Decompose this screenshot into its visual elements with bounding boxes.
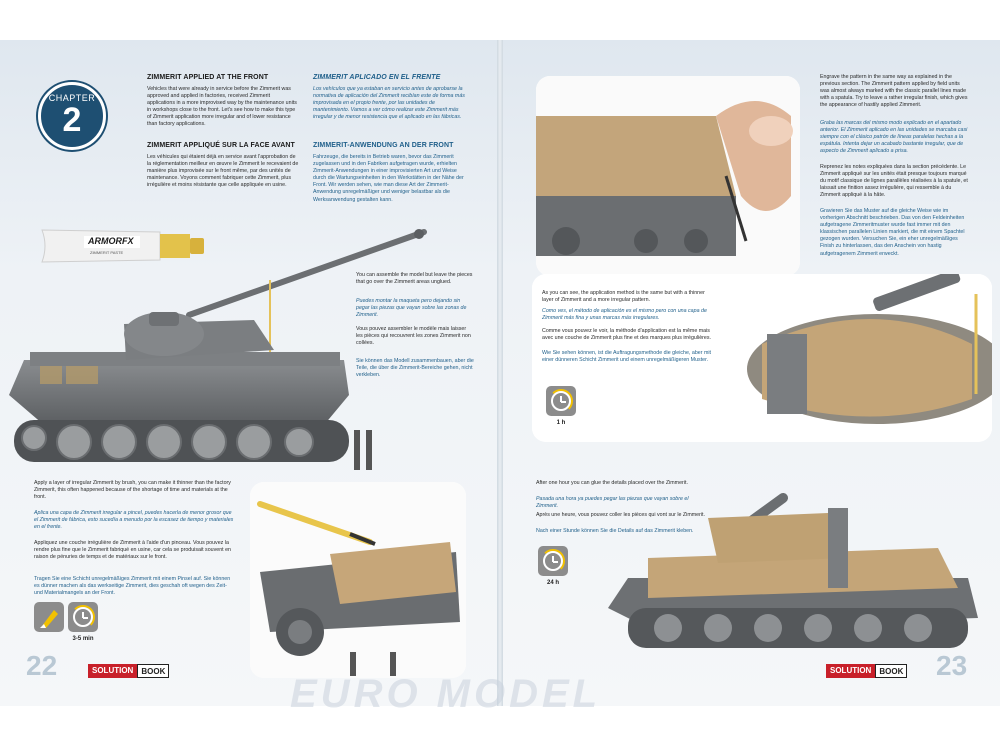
text1-fr: Reprenez les notes expliquées dans la section précédente. Le Zimmerit appliqué sur les unités était presque toujours marqué du motif classique de lignes parallèles réalisées à la spatule, et laissait une finition assez irrégulière, qui ressemble à du Zimmerit appliqué à la hâte. — [820, 164, 968, 199]
text1-es: Graba las marcas del mismo modo explicado en el apartado anterior. El Zimmerit aplicado en las unidades se marcaba casi siempre con el clásico patrón de líneas paralelas hechas a la espátula. Intenta dejar un acabado bastante irregular, que de aspecto de Zimmerit aplicado a prisa. — [820, 120, 968, 155]
engraving-photo — [536, 76, 800, 276]
heading-en: ZIMMERIT APPLIED AT THE FRONT — [147, 74, 269, 81]
caption2-fr: Appliquez une couche irrégulière de Zimmerit à l'aide d'un pinceau. Vous pouvez la rendre plus fine que le Zimmerit fabriqué en usine, car cela se produisait souvent en raison de pénuries de temps et de matériaux sur le front. — [34, 540, 231, 561]
caption4-de: Nach einer Stunde können Sie die Details auf das Zimmerit kleben. — [536, 528, 694, 534]
caption1-de: Sie können das Modell zusammenbauen, aber die Teile, die über die Zimmerit-Bereiche gehen, nicht verkleben. — [356, 358, 474, 379]
tube-brand: ARMORFX — [88, 236, 134, 246]
text1-de: Gravieren Sie das Muster auf die gleiche Weise wie im vorherigen Abschnitt beschrieben. Das von den Feldeinheiten aufgetragene Zimmeritmuster wurde fast immer mit den klassischen parallelen Linien markiert, die mit einem Spachtel gezogen wurden. Versuchen Sie, ein eher unregelmäßiges Finish zu hinterlassen, das den Anschein von hastig aufgetragenem Zimmerit erweckt. — [820, 208, 965, 257]
caption1-en: You can assemble the model but leave the pieces that go over the Zimmerit areas unglued. — [356, 272, 473, 286]
page-number-right: 23 — [936, 650, 968, 681]
page-number-left: 22 — [26, 650, 58, 681]
chapter-label: CHAPTER — [48, 93, 96, 103]
caption1-es: Puedes montar la maqueta pero dejando sin pegar las piezas que vayan sobre las zonas de Zimmerit. — [356, 298, 467, 319]
heading-de: ZIMMERIT-ANWENDUNG AN DER FRONT — [313, 142, 454, 149]
logo-solution: SOLUTION — [826, 664, 875, 678]
text1-en: Engrave the pattern in the same way as explained in the previous section. The Zimmerit pattern applied by field units was almost always marked with the classic parallel lines made with a spatula. Try to leave a rather irregular finish, which gives the appearance of hastily applied Zimmerit. — [820, 74, 968, 109]
tube-subtitle: ZIMMERIT PASTE — [90, 250, 124, 255]
caption3-es: Como ves, el método de aplicación es el mismo pero con una capa de Zimmerit más fina y unas marcas más irregulares. — [542, 308, 707, 322]
brush-icon — [34, 602, 64, 632]
watermark: EURO MODEL — [290, 672, 602, 716]
solution-book-logo-right — [826, 664, 907, 678]
clock-icon — [68, 602, 98, 632]
time-label-3-5min: 3-5 min — [72, 636, 94, 642]
clock-icon — [538, 546, 568, 576]
time-label-1h: 1 h — [556, 420, 566, 426]
caption2-de: Tragen Sie eine Schicht unregelmäßiges Zimmerit mit einem Pinsel auf. Sie können es dünner machen als das werkseitige Zimmerit, dies geschah oft wegen des Zeit- und Materialmangels an der Front. — [34, 576, 231, 597]
time-label-24h: 24 h — [546, 580, 559, 586]
solution-book-logo-left — [88, 664, 169, 678]
magazine-spread — [0, 40, 1000, 706]
caption4-es: Pasada una hora ya puedes pegar las piezas que vayan sobre el Zimmerit. — [536, 496, 689, 510]
caption1-fr: Vous pouvez assembler le modèle mais laisser les pièces qui recouvrent les zones Zimmerit non collées. — [356, 326, 471, 347]
heading-fr: ZIMMERIT APPLIQUÉ SUR LA FACE AVANT — [147, 142, 295, 149]
logo-book: BOOK — [137, 664, 169, 678]
caption4-fr: Après une heure, vous pouvez coller les pièces qui vont sur le Zimmerit. — [536, 512, 705, 518]
chapter-badge — [38, 82, 106, 150]
text-es: Los vehículos que ya estaban en servicio antes de aprobarse la normativa de aplicación del Zimmerit recibían este de forma más improvisada en el propio frente, por las unidades de mantenimiento. Vamos a ver cómo realizar este Zimmerit más irregular y de menor resistencia que el aplicado en las fábricas. — [313, 86, 465, 121]
caption4-en: After one hour you can glue the details placed over the Zimmerit. — [536, 480, 688, 486]
caption3-fr: Comme vous pouvez le voir, la méthode d'application est la même mais avec une couche de Zimmerit plus fine et des marques plus irrégulières. — [542, 328, 711, 342]
finished-tank-photo — [608, 478, 988, 654]
page-spine — [497, 40, 503, 706]
clock-icon — [546, 386, 576, 416]
caption2-es: Aplica una capa de Zimmerit irregular a pincel, puedes hacerla de menor grosor que el Zimmerit de fábrica, esto sucedía a menudo por la escasez de tiempo y materiales en el frente. — [34, 510, 234, 531]
text-fr: Les véhicules qui étaient déjà en service avant l'approbation de la réglementation meilleur en œuvre le Zimmerit le recevaient de manière plus improvisée sur le front même, par des unités de maintenance. Voyons comment fabriquer cette Zimmerit, plus irrégulière et moins résistante que celle appliquée en usine. — [147, 154, 299, 189]
text-de: Fahrzeuge, die bereits in Betrieb waren, bevor das Zimmerit zugelassen und in den Fabriken aufgetragen wurde, erhielten Zimmerit-Anwendungen in einer improvisierten Art und Weise durch die Wartungseinheiten in den Werkstätten in der Nähe der Front. Wir werden sehen, wie man diese Art der Zimmerit-Anwendung unregelmäßiger und weniger belastbar als die Werksanwendung gestalten kann. — [313, 154, 464, 203]
logo-solution: SOLUTION — [88, 664, 137, 678]
chapter-number: 2 — [62, 101, 82, 139]
heading-es: ZIMMERIT APLICADO EN EL FRENTE — [313, 74, 441, 81]
brush-application-photo — [250, 482, 466, 678]
caption2-en: Apply a layer of irregular Zimmerit by brush, you can make it thinner than the factory Zimmerit, this often happened because of the shortage of time and materials at the front. — [34, 480, 231, 501]
logo-book: BOOK — [875, 664, 907, 678]
text-en: Vehicles that were already in service before the Zimmerit was approved and applied in factories, received Zimmerit applications in a more improvised way by the maintenance units in workshops close to the front. Let's see how to make this type of Zimmerit application more irregular and of lower resistance than factory applications. — [147, 86, 297, 128]
caption3-en: As you can see, the application method is the same but with a thinner layer of Zimmerit and a more irregular pattern. — [542, 290, 705, 304]
caption3-de: Wie Sie sehen können, ist die Auftragungsmethode die gleiche, aber mit einer dünneren Schicht Zimmerit und einem unregelmäßigeren Muster. — [542, 350, 712, 364]
